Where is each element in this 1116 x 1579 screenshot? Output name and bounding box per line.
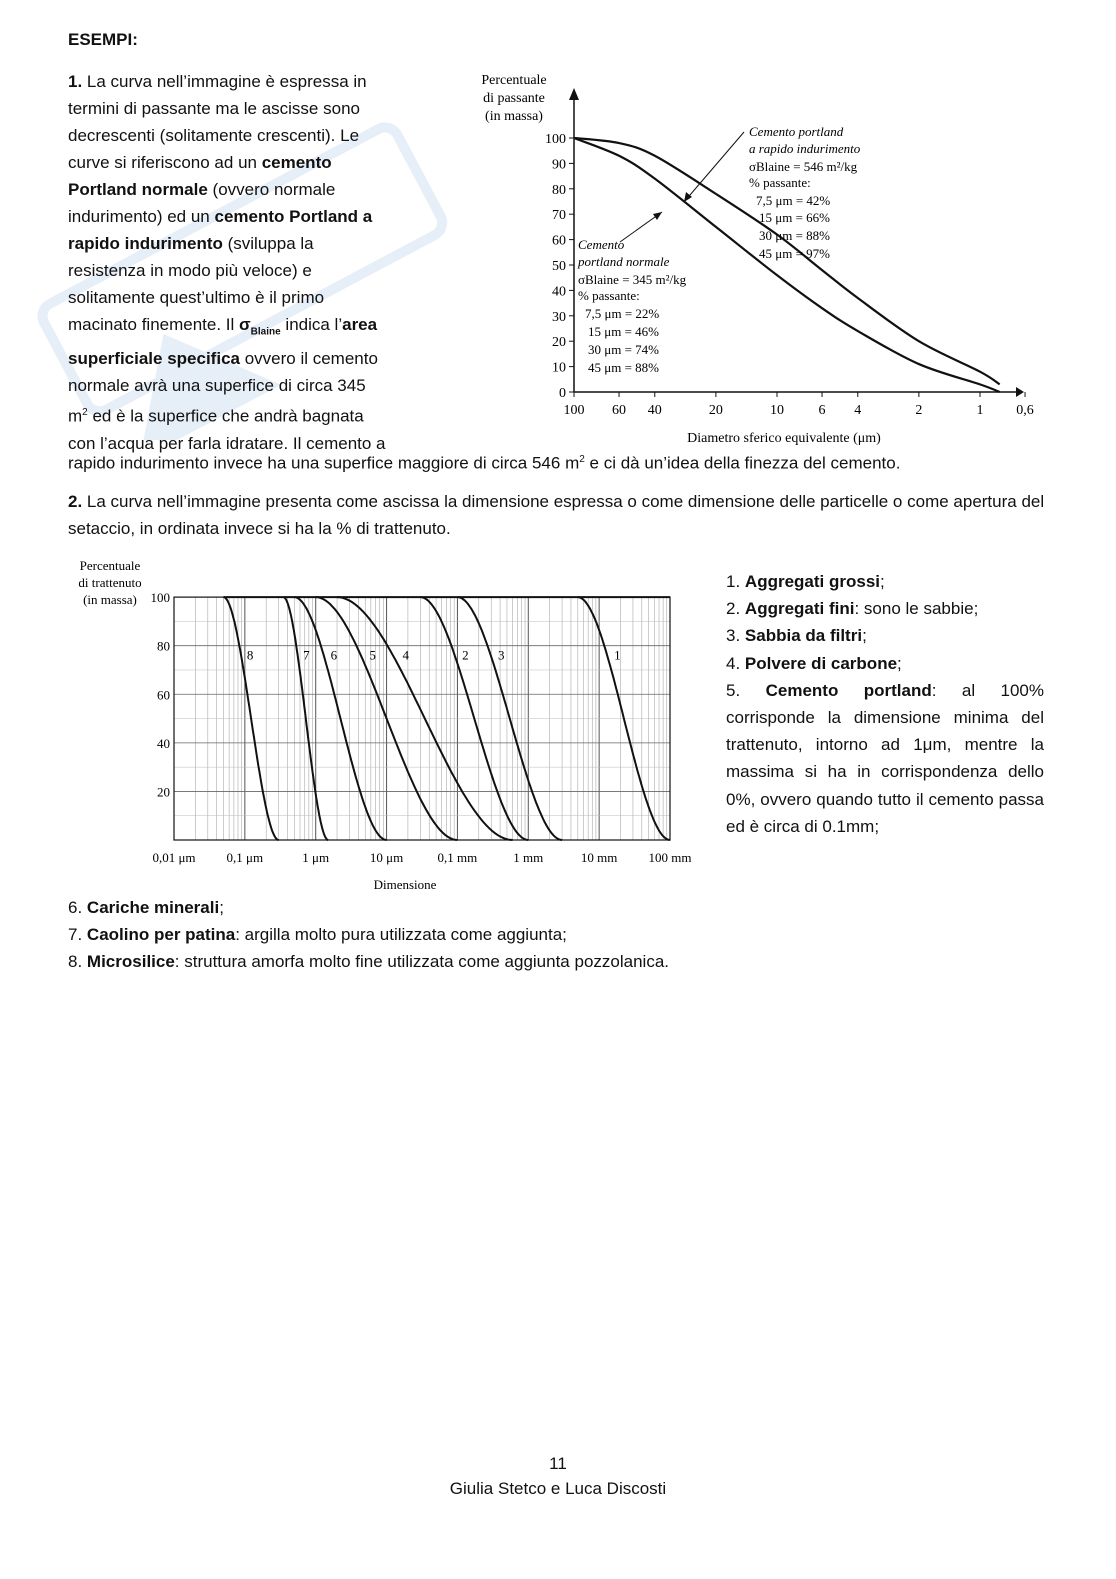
x-axis-arrow [1016,387,1024,397]
paragraph-1-end [68,446,1058,477]
series-label: 1 [614,647,621,663]
y-axis-label: Percentuale [481,73,547,88]
x-tick-label: 60 [612,403,627,418]
annotation-text: Cemento portland [749,124,844,139]
item-text: : argilla molto pura utilizzata come aggiunta; [235,925,567,944]
y-tick-label: 10 [552,360,566,376]
item-num: 6. [68,898,83,917]
p1-line: decrescenti (solitamente crescenti). Le [68,126,360,145]
item-text: : struttura amorfa molto fine utilizzata come aggiunta pozzolanica. [174,952,669,971]
p1-bold: area [342,315,378,334]
x-tick-label: 20 [708,403,723,418]
paragraph-2 [68,488,1048,542]
p1-bold: cemento [261,153,332,172]
item-text: ; [862,626,867,646]
x-tick-label: 6 [818,403,826,418]
item-num: 3. [726,626,741,646]
y-tick-label: 80 [157,638,170,654]
x-tick-label: 10 μm [369,850,404,865]
p1-line: con l’acqua per farla idratare. Il cemento a [68,434,386,454]
annotation-text: 30 μm = 74% [588,342,659,357]
y-tick-label: 20 [552,335,566,351]
p1-bold: Portland normale [68,180,208,199]
x-tick-label: 4 [854,403,862,418]
annotation-text: σBlaine = 546 m²/kg [749,159,858,174]
annotation-text: Cemento [578,237,625,252]
item-num: 4. [726,653,741,673]
page-number: 11 [549,1454,567,1473]
y-axis-label: Percentuale [79,558,141,573]
p2-num: 2. [68,492,83,511]
x-tick-label: 10 [770,403,784,418]
annotation-text: % passante: [578,288,640,303]
x-tick-label: 2 [915,403,923,418]
item-text: ; [880,572,885,591]
item-text: : sono le sabbie; [854,599,979,619]
sigma-subscript: Blaine [250,326,281,338]
item-num: 1. [726,572,741,591]
x-axis-label: Dimensione [373,877,437,892]
p1-line: termini di passante ma le ascisse sono [68,99,360,118]
item-num: 5. [726,680,741,700]
heading: ESEMPI: [68,30,138,49]
x-tick-label: 10 mm [580,850,618,865]
annotation-text: σBlaine = 345 m²/kg [578,272,687,287]
list-item [726,622,1044,649]
x-axis-label: Diametro sferico equivalente (μm) [687,431,881,446]
item-num: 7. [68,925,83,944]
p1-text: rapido indurimento invece ha una superfice maggiore di circa 546 m [68,453,580,473]
x-tick-label: 0,1 μm [226,850,264,865]
item-bold: Cemento portland [765,680,932,700]
x-tick-label: 1 mm [513,850,544,865]
series-label: 2 [462,647,469,663]
x-tick-label: 0,1 mm [437,850,478,865]
series-label: 3 [498,647,505,663]
y-tick-label: 80 [552,182,566,198]
list-item [726,650,1044,677]
annotation-text: 45 μm = 97% [759,246,830,261]
p1-bold: cemento Portland a [214,207,373,226]
x-tick-label: 0,01 μm [152,850,196,865]
x-tick-label: 1 [976,403,984,418]
item-bold: Microsilice [86,952,175,971]
p1-text: indica l’ [280,315,343,334]
y-tick-label: 30 [552,309,566,325]
p1-line: normale avrà una superfice di circa 345 [68,376,366,396]
p1-text: m [68,407,83,427]
annotation-text: 15 μm = 46% [588,324,659,339]
annotation-text: 15 μm = 66% [759,210,830,225]
p1-line: resistenza in modo più veloce) e [68,261,312,280]
x-tick-label: 100 [563,403,585,418]
chart-passante [462,66,1062,448]
series-label: 6 [330,647,338,663]
y-tick-label: 70 [552,208,566,224]
item-bold: Caolino per patina [86,925,236,944]
p2-text: La curva nell’immagine presenta come ascissa la dimensione espressa o come dimensione delle particelle o come apertura del setaccio, in ordinata invece si ha la % di trattenuto. [68,492,1045,538]
y-tick-label: 40 [552,284,566,300]
p1-text: (ovvero normale [207,180,336,199]
y-tick-label: 40 [157,735,170,751]
item-num: 8. [68,952,83,971]
item-text: ; [219,898,224,917]
item-bold: Aggregati fini [744,599,855,619]
y-tick-label: 0 [559,386,566,401]
annotation-text: a rapido indurimento [749,141,861,156]
annotation-text: portland normale [578,254,670,269]
p1-text: macinato finemente. Il [68,315,240,334]
p1-text: ed è la superfice che andrà bagnata [87,407,364,427]
series-label: 5 [369,647,376,663]
y-tick-label: 60 [157,687,170,703]
y-axis-label: (in massa) [485,109,543,124]
bottom-list [68,894,968,975]
annotation-text: % passante: [749,175,811,190]
annotation-text: 7,5 μm = 22% [585,306,660,321]
annotation-arrowhead [653,212,662,220]
list-item [68,921,968,948]
p1-line: solitamente quest’ultimo è il primo [68,288,325,307]
x-tick-label: 1 μm [302,850,330,865]
x-tick-label: 0,6 [1016,403,1034,418]
list-item [68,894,968,921]
p1-text: ovvero il cemento [239,349,378,369]
list-item [726,595,1044,622]
item-text: ; [897,653,902,673]
p1-text: (sviluppa la [222,234,314,253]
p1-text: indurimento) ed un [68,207,215,226]
x-tick-label: 100 mm [648,850,692,865]
p1-line: La curva nell’immagine è espressa in [86,72,367,91]
annotation-text: 45 μm = 88% [588,360,659,375]
p1-num: 1. [68,72,83,91]
p1-text: curve si riferiscono ad un [68,153,262,172]
footer-authors: Giulia Stetco e Luca Discosti [449,1479,667,1498]
p1-bold: rapido indurimento [68,234,223,253]
y-tick-label: 20 [157,784,170,800]
list-item [726,568,1044,595]
annotation-text: 30 μm = 88% [759,228,830,243]
item-bold: Aggregati grossi [744,572,881,591]
x-tick-label: 40 [647,403,662,418]
legend-list [726,568,1044,840]
y-axis-label: di passante [483,91,545,106]
item-bold: Cariche minerali [86,898,220,917]
item-bold: Polvere di carbone [744,653,898,673]
sigma-symbol: σ [239,315,251,334]
annotation-text: 7,5 μm = 42% [756,193,831,208]
y-axis-arrow [569,88,579,100]
item-bold: Sabbia da filtri [744,626,863,646]
item-num: 2. [726,599,741,619]
item-text: : al 100% corrisponde la dimensione minima del trattenuto, intorno ad 1μm, mentre la massima si ha in corrispondenza dello 0%, ovvero quando tutto il cemento passa ed è circa di 0.1mm; [726,680,1044,836]
y-tick-label: 90 [552,157,566,173]
y-tick-label: 60 [552,233,566,249]
p1-sup: 2 [579,454,585,465]
series-label: 8 [246,647,254,663]
paragraph-1 [68,68,434,457]
y-axis-label: di trattenuto [78,575,142,590]
list-item [726,677,1044,840]
p1-sup: 2 [82,407,88,419]
y-axis-label: (in massa) [83,592,137,607]
list-item [68,948,968,975]
y-tick-label: 100 [150,590,170,606]
series-label: 7 [303,647,310,663]
p1-bold: superficiale specifica [68,349,240,369]
y-tick-label: 100 [545,132,566,147]
p1-text: e ci dà un’idea della finezza del cemento. [584,453,901,473]
series-label: 4 [402,647,409,663]
y-tick-label: 50 [552,259,566,274]
chart-trattenuto [64,552,714,897]
